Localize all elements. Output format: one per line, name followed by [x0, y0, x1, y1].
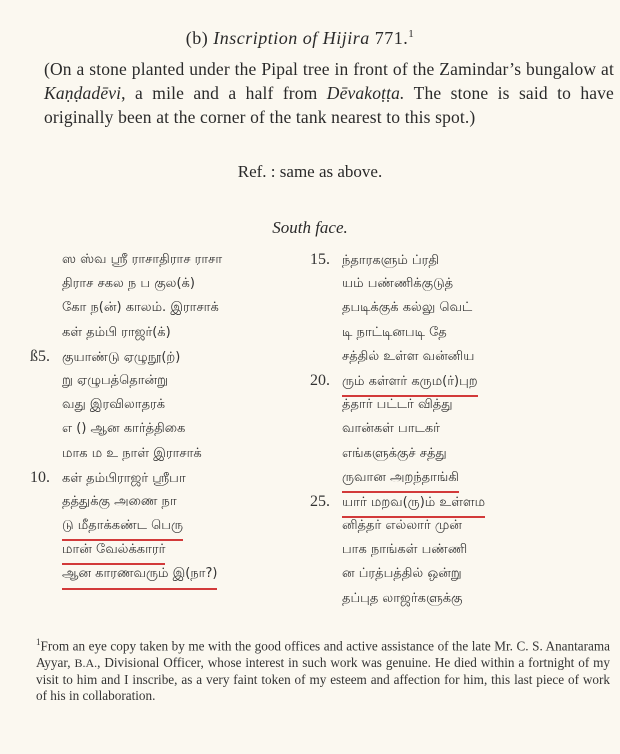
inscription-heading — [0, 28, 600, 49]
inscription-line — [310, 393, 610, 417]
line-text: கள் தம்பி ராஜர்(க்) — [62, 324, 171, 340]
intro-place1: Kaṇḍadēvi — [44, 83, 122, 103]
line-number: 10. — [30, 468, 50, 486]
inscription-line — [30, 417, 300, 441]
footnote-mark: 1 — [36, 637, 41, 647]
line-text: ன ப்ரத்பத்தில் ஒன்று — [342, 566, 462, 582]
reference-line: Ref. : same as above. — [237, 162, 383, 181]
line-text: டு மீதாக்கண்ட பெரு — [62, 514, 183, 541]
inscription-line — [310, 442, 610, 466]
intro-place2: Dēvakoṭṭa. — [326, 83, 405, 103]
heading-title: Inscription of Hijira — [213, 28, 370, 48]
inscription-line-underlined — [30, 514, 300, 538]
inscription-line — [310, 417, 610, 441]
line-text: ருவான அறந்தாங்கி — [342, 466, 459, 493]
line-number: 25. — [310, 492, 330, 510]
line-text: டி நாட்டினபடி தே — [342, 324, 447, 340]
inscription-line — [310, 248, 610, 272]
inscription-line — [30, 393, 300, 417]
line-text: வது இரவிலாதரக் — [62, 397, 166, 413]
inscription-line — [30, 248, 300, 272]
line-text: ஸ ஸ்வ ஸ்ரீ ராசாதிராச ராசா — [62, 252, 223, 267]
line-text: கள் தம்பிராஜர் ஸ்ரீபா — [62, 470, 186, 486]
inscription-line-underlined — [30, 538, 300, 562]
inscription-line — [310, 345, 610, 369]
inscription-line — [310, 321, 610, 345]
line-text: தத்துக்கு அணை நா — [62, 493, 177, 509]
line-text: மான் வேல்க்காரர் — [62, 538, 165, 565]
line-number: 15. — [310, 251, 330, 268]
inscription-line — [310, 562, 610, 586]
footnote-degree: B.A. — [74, 655, 98, 670]
intro-part1: (On a stone planted under the Pipal tree in front of the Zamindar’s bungalow at — [44, 59, 614, 79]
intro-part3: The stone is said to have originally been at the corner of the tank nearest to this spot.) — [44, 83, 614, 127]
inscription-line — [30, 296, 300, 320]
line-text: ஆன காரணவரும் இ(நா?) — [62, 562, 217, 589]
footnote — [36, 634, 610, 705]
line-text: ந்தாரகளும் ப்ரதி — [342, 253, 440, 268]
line-text: திராச சகல ந ப குல(க்) — [62, 276, 195, 292]
inscription-line — [310, 538, 610, 562]
line-text: யார் மறவ(ரு)ம் உள்ளம — [342, 491, 485, 518]
right-column — [310, 248, 610, 611]
inscription-line — [310, 296, 610, 320]
inscription-line — [310, 587, 610, 611]
inscription-line — [310, 272, 610, 296]
heading-year: 771. — [374, 28, 409, 48]
line-text: எ () ஆன கார்த்திகை — [62, 421, 186, 437]
inscription-line — [30, 466, 300, 490]
inscription-line-underlined — [310, 466, 610, 490]
inscription-line — [30, 272, 300, 296]
inscription-line-underlined — [30, 562, 300, 586]
line-number: 20. — [310, 371, 330, 389]
inscription-line — [30, 345, 300, 369]
inscription-line — [30, 442, 300, 466]
left-column — [30, 248, 300, 587]
inscription-line-underlined — [310, 369, 610, 393]
face-title: South face. — [272, 218, 348, 237]
line-text: தப்புத லாஜர்களுக்கு — [342, 590, 463, 606]
inscription-line-underlined — [310, 490, 610, 514]
heading-footnote-mark: 1 — [408, 28, 415, 40]
line-text: மாக ம உ நாள் இராசாக் — [62, 445, 202, 461]
line-text: குயாண்டு ஏழுநூ(ற்) — [62, 349, 181, 365]
line-text: னித்தர் எல்லார் முன் — [342, 518, 462, 534]
footnote-part1: From an eye copy taken by me with the good offices and active assistance of the late Mr. C. S. Anantarama Ayyar, — [36, 638, 610, 670]
inscription-line — [310, 514, 610, 538]
line-text: வான்கள் பாடகர் — [342, 421, 440, 437]
inscription-line — [30, 490, 300, 514]
line-text: எங்களுக்குச் சத்து — [342, 445, 447, 461]
line-text: சத்தில் உள்ள வன்னிய — [342, 348, 475, 364]
inscription-line — [30, 369, 300, 393]
footnote-part2: , Divisional Officer, whose interest in such work was genuine. He died within a fortnight of my visit to him and I inscribe, as a very faint token of my esteem and affection for him, this last piece of work of his in collaboration. — [36, 654, 611, 704]
line-text: று ஏழுபத்தொன்று — [62, 372, 168, 388]
line-text: ரும் கள்ளர் கரும(ர்)புற — [342, 370, 478, 397]
line-text: கோ ந(ன்) காலம். இராசாக் — [62, 300, 219, 316]
line-text: யம் பண்ணிக்குடுத் — [342, 276, 454, 292]
line-number: ß5. — [30, 347, 50, 365]
line-text: த்தார் பட்டர் வித்து — [342, 397, 453, 413]
heading-prefix: (b) — [185, 28, 209, 48]
inscription-line — [30, 321, 300, 345]
intro-part2: , a mile and a half from — [121, 83, 327, 103]
line-text: தபடிக்குக் கல்லு வெட் — [342, 300, 473, 316]
line-text: பாக நாங்கள் பண்ணி — [342, 542, 468, 558]
intro-paragraph — [44, 57, 614, 129]
